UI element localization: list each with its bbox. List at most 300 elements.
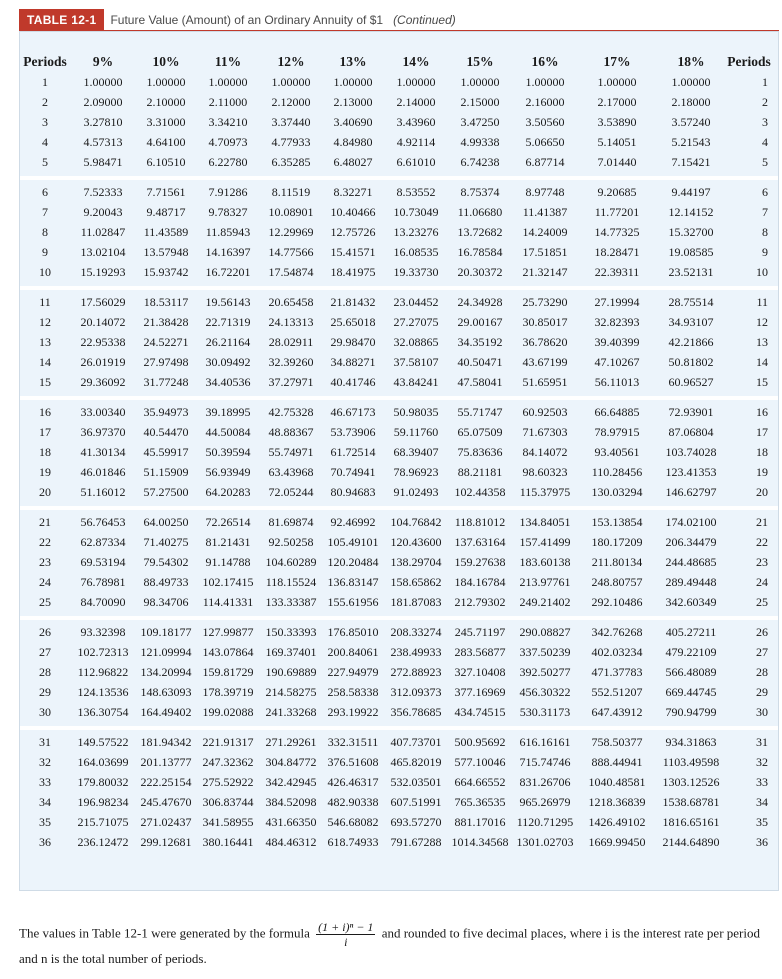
value-cell: 1.00000 (208, 74, 248, 89)
value-cell: 377.16969 (454, 684, 506, 699)
value-cell: 134.20994 (140, 664, 192, 679)
value-cell: 5.14051 (597, 134, 637, 149)
value-cell: 159.27638 (454, 554, 506, 569)
value-cell: 35.94973 (143, 404, 189, 419)
value-cell: 29.36092 (80, 374, 126, 389)
period-cell: 11 (39, 294, 51, 309)
value-cell: 43.67199 (522, 354, 568, 369)
value-cell: 143.07864 (202, 644, 254, 659)
table-row (20, 352, 772, 372)
value-cell: 693.57270 (390, 814, 442, 829)
value-cell: 103.74028 (665, 444, 717, 459)
value-cell: 16.72201 (205, 264, 251, 279)
group-divider-band (20, 286, 778, 290)
period-cell: 2 (762, 94, 768, 109)
value-cell: 118.15524 (265, 574, 317, 589)
value-cell: 2.10000 (146, 94, 186, 109)
value-cell: 1.00000 (396, 74, 436, 89)
value-cell: 26.01919 (80, 354, 126, 369)
period-cell: 21 (39, 514, 51, 529)
period-cell: 1 (42, 74, 48, 89)
value-cell: 9.44197 (671, 184, 711, 199)
value-cell: 215.71075 (77, 814, 129, 829)
period-cell: 33 (39, 774, 51, 789)
value-cell: 93.40561 (594, 444, 640, 459)
value-cell: 222.25154 (140, 774, 192, 789)
table-row (20, 662, 772, 682)
value-cell: 16.78584 (457, 244, 503, 259)
value-cell: 98.60323 (522, 464, 568, 479)
value-cell: 137.63164 (454, 534, 506, 549)
value-cell: 33.00340 (80, 404, 126, 419)
value-cell: 1040.48581 (588, 774, 646, 789)
value-cell: 238.49933 (390, 644, 442, 659)
value-cell: 118.81012 (454, 514, 506, 529)
value-cell: 4.77933 (271, 134, 311, 149)
value-cell: 42.75328 (268, 404, 314, 419)
value-cell: 289.49448 (665, 574, 717, 589)
value-cell: 616.16161 (519, 734, 571, 749)
table-title-text: Future Value (Amount) of an Ordinary Annuity of $1 (110, 12, 384, 27)
value-cell: 150.33393 (265, 624, 317, 639)
value-cell: 293.19922 (327, 704, 379, 719)
value-cell: 465.82019 (390, 754, 442, 769)
table-row (20, 462, 772, 482)
value-cell: 248.80757 (591, 574, 643, 589)
value-cell: 15.93742 (143, 264, 189, 279)
value-cell: 92.50258 (268, 534, 314, 549)
value-cell: 7.15421 (671, 154, 711, 169)
value-cell: 5.06650 (525, 134, 565, 149)
value-cell: 62.87334 (80, 534, 126, 549)
value-cell: 1.00000 (460, 74, 500, 89)
table-row (20, 112, 772, 132)
period-cell: 22 (756, 534, 768, 549)
value-cell: 65.07509 (457, 424, 503, 439)
value-cell: 227.94979 (327, 664, 379, 679)
value-cell: 384.52098 (265, 794, 317, 809)
value-cell: 290.08827 (519, 624, 571, 639)
value-cell: 13.57948 (143, 244, 189, 259)
value-cell: 484.46312 (265, 834, 317, 849)
value-cell: 888.44941 (591, 754, 643, 769)
period-cell: 2 (42, 94, 48, 109)
value-cell: 214.58275 (265, 684, 317, 699)
period-cell: 15 (756, 374, 768, 389)
value-cell: 765.36535 (454, 794, 506, 809)
period-cell: 1 (762, 74, 768, 89)
value-cell: 3.50560 (525, 114, 565, 129)
value-cell: 206.34479 (665, 534, 717, 549)
value-cell: 19.33730 (393, 264, 439, 279)
value-cell: 546.68082 (327, 814, 379, 829)
value-cell: 34.40536 (205, 374, 251, 389)
value-cell: 39.18995 (205, 404, 251, 419)
table-row (20, 622, 772, 642)
value-cell: 158.65862 (390, 574, 442, 589)
value-cell: 7.01440 (597, 154, 637, 169)
table-row (20, 552, 772, 572)
value-cell: 3.43960 (396, 114, 436, 129)
value-cell: 136.30754 (77, 704, 129, 719)
value-cell: 91.14788 (205, 554, 251, 569)
table-footnote (19, 920, 779, 969)
value-cell: 1426.49102 (588, 814, 646, 829)
table-row (20, 72, 772, 92)
period-cell: 30 (756, 704, 768, 719)
table-row (20, 702, 772, 722)
value-cell: 71.67303 (522, 424, 568, 439)
value-cell: 164.03699 (77, 754, 129, 769)
table-row (20, 332, 772, 352)
table-row (20, 442, 772, 462)
value-cell: 12.75726 (330, 224, 376, 239)
value-cell: 4.57313 (83, 134, 123, 149)
col-header: 13% (339, 54, 367, 69)
value-cell: 11.43589 (143, 224, 189, 239)
value-cell: 37.58107 (393, 354, 439, 369)
period-cell: 21 (756, 514, 768, 529)
period-cell: 11 (756, 294, 768, 309)
formula-denominator: i (344, 935, 348, 949)
value-cell: 530.31173 (519, 704, 571, 719)
value-cell: 3.40690 (333, 114, 373, 129)
value-cell: 45.59917 (143, 444, 189, 459)
value-cell: 51.15909 (143, 464, 189, 479)
value-cell: 271.29261 (265, 734, 317, 749)
value-cell: 552.51207 (591, 684, 643, 699)
value-cell: 10.40466 (330, 204, 376, 219)
period-cell: 8 (762, 224, 768, 239)
value-cell: 50.81802 (668, 354, 714, 369)
value-cell: 1.00000 (671, 74, 711, 89)
period-cell: 9 (762, 244, 768, 259)
annuity-table (20, 52, 772, 852)
value-cell: 110.28456 (591, 464, 643, 479)
period-cell: 34 (39, 794, 51, 809)
table-row (20, 792, 772, 812)
table-body (20, 72, 772, 852)
period-cell: 14 (756, 354, 768, 369)
value-cell: 758.50377 (591, 734, 643, 749)
value-cell: 79.54302 (143, 554, 189, 569)
value-cell: 11.02847 (80, 224, 126, 239)
value-cell: 134.84051 (519, 514, 571, 529)
group-divider-band (20, 176, 778, 180)
value-cell: 790.94799 (665, 704, 717, 719)
value-cell: 56.76453 (80, 514, 126, 529)
col-header: 10% (152, 54, 180, 69)
value-cell: 245.71197 (454, 624, 506, 639)
value-cell: 123.41353 (665, 464, 717, 479)
col-header: 11% (214, 54, 242, 69)
table-title (104, 9, 779, 31)
value-cell: 566.48089 (665, 664, 717, 679)
period-cell: 25 (756, 594, 768, 609)
value-cell: 88.49733 (143, 574, 189, 589)
value-cell: 2144.64890 (662, 834, 720, 849)
table-row (20, 132, 772, 152)
value-cell: 341.58955 (202, 814, 254, 829)
value-cell: 176.85010 (327, 624, 379, 639)
value-cell: 34.93107 (668, 314, 714, 329)
table-row (20, 182, 772, 202)
value-cell: 21.38428 (143, 314, 189, 329)
period-cell: 17 (39, 424, 51, 439)
value-cell: 3.47250 (460, 114, 500, 129)
value-cell: 146.62797 (665, 484, 717, 499)
value-cell: 76.78981 (80, 574, 126, 589)
value-cell: 21.32147 (522, 264, 568, 279)
table-header (19, 9, 779, 31)
period-cell: 20 (39, 484, 51, 499)
value-cell: 4.64100 (146, 134, 186, 149)
value-cell: 1.00000 (333, 74, 373, 89)
period-cell: 25 (39, 594, 51, 609)
value-cell: 27.19994 (594, 294, 640, 309)
value-cell: 27.27075 (393, 314, 439, 329)
value-cell: 32.39260 (268, 354, 314, 369)
value-cell: 791.67288 (390, 834, 442, 849)
value-cell: 7.71561 (146, 184, 186, 199)
value-cell: 380.16441 (202, 834, 254, 849)
value-cell: 258.58338 (327, 684, 379, 699)
table-row (20, 312, 772, 332)
period-cell: 26 (39, 624, 51, 639)
value-cell: 20.65458 (268, 294, 314, 309)
table-row (20, 572, 772, 592)
value-cell: 356.78685 (390, 704, 442, 719)
value-cell: 71.40275 (143, 534, 189, 549)
value-cell: 102.72313 (77, 644, 129, 659)
col-header: 9% (92, 54, 114, 69)
value-cell: 70.74941 (330, 464, 376, 479)
value-cell: 40.41746 (330, 374, 376, 389)
value-cell: 180.17209 (591, 534, 643, 549)
col-header: 14% (402, 54, 430, 69)
value-cell: 14.24009 (522, 224, 568, 239)
value-cell: 13.72682 (457, 224, 503, 239)
period-cell: 36 (756, 834, 768, 849)
value-cell: 405.27211 (665, 624, 717, 639)
period-cell: 13 (39, 334, 51, 349)
table-row (20, 422, 772, 442)
table-row (20, 92, 772, 112)
value-cell: 39.40399 (594, 334, 640, 349)
value-cell: 12.29969 (268, 224, 314, 239)
group-divider-band (20, 396, 778, 400)
value-cell: 104.76842 (390, 514, 442, 529)
value-cell: 93.32398 (80, 624, 126, 639)
col-header: 12% (277, 54, 305, 69)
value-cell: 78.97915 (594, 424, 640, 439)
value-cell: 20.14072 (80, 314, 126, 329)
period-cell: 35 (756, 814, 768, 829)
value-cell: 6.22780 (208, 154, 248, 169)
value-cell: 342.60349 (665, 594, 717, 609)
value-cell: 11.41387 (522, 204, 568, 219)
formula (316, 920, 375, 949)
value-cell: 31.77248 (143, 374, 189, 389)
period-cell: 23 (39, 554, 51, 569)
value-cell: 56.11013 (594, 374, 640, 389)
formula-numerator: (1 + i)ⁿ − 1 (318, 920, 374, 934)
value-cell: 81.69874 (268, 514, 314, 529)
value-cell: 27.97498 (143, 354, 189, 369)
value-cell: 98.34706 (143, 594, 189, 609)
value-cell: 88.21181 (457, 464, 503, 479)
value-cell: 5.98471 (83, 154, 123, 169)
value-cell: 6.87714 (525, 154, 565, 169)
value-cell: 244.48685 (665, 554, 717, 569)
value-cell: 664.66552 (454, 774, 506, 789)
value-cell: 17.51851 (522, 244, 568, 259)
value-cell: 1.00000 (83, 74, 123, 89)
value-cell: 32.82393 (594, 314, 640, 329)
value-cell: 8.75374 (460, 184, 500, 199)
column-header-row (20, 52, 772, 72)
value-cell: 11.85943 (205, 224, 251, 239)
value-cell: 881.17016 (454, 814, 506, 829)
value-cell: 55.74971 (268, 444, 314, 459)
value-cell: 241.33268 (265, 704, 317, 719)
period-cell: 5 (762, 154, 768, 169)
value-cell: 1120.71295 (516, 814, 574, 829)
value-cell: 78.96923 (393, 464, 439, 479)
value-cell: 109.18177 (140, 624, 192, 639)
value-cell: 121.09994 (140, 644, 192, 659)
value-cell: 3.27810 (83, 114, 123, 129)
value-cell: 112.96822 (77, 664, 129, 679)
value-cell: 304.84772 (265, 754, 317, 769)
value-cell: 2.09000 (83, 94, 123, 109)
period-cell: 27 (756, 644, 768, 659)
value-cell: 24.34928 (457, 294, 503, 309)
table-row (20, 292, 772, 312)
period-cell: 24 (39, 574, 51, 589)
value-cell: 2.18000 (671, 94, 711, 109)
value-cell: 8.53552 (396, 184, 436, 199)
period-cell: 4 (762, 134, 768, 149)
value-cell: 72.26514 (205, 514, 251, 529)
period-cell: 31 (756, 734, 768, 749)
value-cell: 18.28471 (594, 244, 640, 259)
value-cell: 6.10510 (146, 154, 186, 169)
group-divider-band (20, 726, 778, 730)
value-cell: 7.91286 (208, 184, 248, 199)
value-cell: 120.43600 (390, 534, 442, 549)
value-cell: 327.10408 (454, 664, 506, 679)
value-cell: 17.56029 (80, 294, 126, 309)
value-cell: 831.26706 (519, 774, 571, 789)
value-cell: 91.02493 (393, 484, 439, 499)
period-cell: 29 (39, 684, 51, 699)
value-cell: 66.64885 (594, 404, 640, 419)
value-cell: 155.61956 (327, 594, 379, 609)
value-cell: 57.27500 (143, 484, 189, 499)
value-cell: 2.13000 (333, 94, 373, 109)
period-cell: 30 (39, 704, 51, 719)
period-cell: 29 (756, 684, 768, 699)
value-cell: 292.10486 (591, 594, 643, 609)
table-row (20, 242, 772, 262)
period-cell: 24 (756, 574, 768, 589)
value-cell: 115.37975 (519, 484, 571, 499)
value-cell: 7.52333 (83, 184, 123, 199)
period-cell: 13 (756, 334, 768, 349)
value-cell: 3.37440 (271, 114, 311, 129)
period-cell: 3 (42, 114, 48, 129)
value-cell: 68.39407 (393, 444, 439, 459)
value-cell: 69.53194 (80, 554, 126, 569)
value-cell: 212.79302 (454, 594, 506, 609)
value-cell: 201.13777 (140, 754, 192, 769)
value-cell: 2.12000 (271, 94, 311, 109)
value-cell: 56.93949 (205, 464, 251, 479)
value-cell: 23.52131 (668, 264, 714, 279)
value-cell: 92.46992 (330, 514, 376, 529)
value-cell: 81.21431 (205, 534, 251, 549)
period-cell: 7 (762, 204, 768, 219)
group-divider-band (20, 616, 778, 620)
value-cell: 84.14072 (522, 444, 568, 459)
value-cell: 1218.36839 (588, 794, 646, 809)
value-cell: 36.78620 (522, 334, 568, 349)
value-cell: 200.84061 (327, 644, 379, 659)
value-cell: 275.52922 (202, 774, 254, 789)
value-cell: 50.98035 (393, 404, 439, 419)
value-cell: 133.33387 (265, 594, 317, 609)
value-cell: 114.41331 (202, 594, 254, 609)
value-cell: 426.46317 (327, 774, 379, 789)
value-cell: 29.00167 (457, 314, 503, 329)
period-cell: 6 (762, 184, 768, 199)
value-cell: 196.98234 (77, 794, 129, 809)
value-cell: 669.44745 (665, 684, 717, 699)
value-cell: 120.20484 (327, 554, 379, 569)
value-cell: 9.78327 (208, 204, 248, 219)
period-cell: 19 (756, 464, 768, 479)
value-cell: 2.16000 (525, 94, 565, 109)
value-cell: 178.39719 (202, 684, 254, 699)
value-cell: 376.51608 (327, 754, 379, 769)
value-cell: 24.13313 (268, 314, 314, 329)
col-header: 18% (677, 54, 705, 69)
value-cell: 43.84241 (393, 374, 439, 389)
group-divider-band (20, 506, 778, 510)
value-cell: 8.11519 (271, 184, 311, 199)
value-cell: 13.23276 (393, 224, 439, 239)
value-cell: 29.98470 (330, 334, 376, 349)
value-cell: 124.13536 (77, 684, 129, 699)
col-header: Periods (23, 54, 67, 69)
value-cell: 1301.02703 (516, 834, 574, 849)
value-cell: 6.35285 (271, 154, 311, 169)
value-cell: 934.31863 (665, 734, 717, 749)
value-cell: 482.90338 (327, 794, 379, 809)
value-cell: 130.03294 (591, 484, 643, 499)
value-cell: 9.20685 (597, 184, 637, 199)
footnote-text-before: The values in Table 12-1 were generated by the formula (19, 925, 310, 941)
value-cell: 15.41571 (330, 244, 376, 259)
period-cell: 10 (39, 264, 51, 279)
period-cell: 28 (39, 664, 51, 679)
value-cell: 20.30372 (457, 264, 503, 279)
value-cell: 18.53117 (143, 294, 189, 309)
value-cell: 1103.49598 (662, 754, 720, 769)
period-cell: 9 (42, 244, 48, 259)
table-row (20, 592, 772, 612)
